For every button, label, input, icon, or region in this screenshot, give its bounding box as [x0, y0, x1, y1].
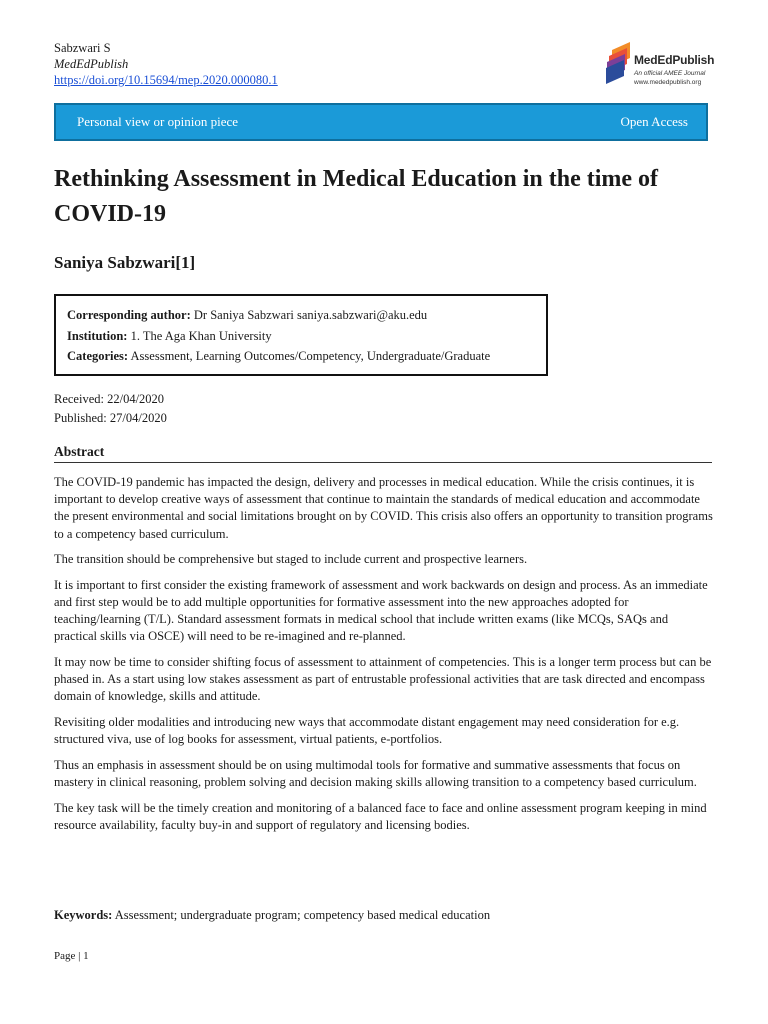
- abstract-paragraph: The key task will be the timely creation and monitoring of a balanced face to face and online assessment program keeping in mind resource availability, faculty buy-in and support of regulatory and licensing bodies.: [54, 800, 707, 832]
- abstract-body: [54, 474, 714, 842]
- header-author: Sabzwari S: [54, 41, 111, 55]
- abstract-paragraph: The transition should be comprehensive but staged to include current and prospective learners.: [54, 552, 528, 567]
- abstract-paragraph: The COVID-19 pandemic has impacted the design, delivery and processes in medical education. While the crisis continues, it is important to develop creative ways of assessment that continue to maintain the standards of medical education and accommodate the present environmental and social limitations brought on by COVID. This crisis also offers an opportunity to transition programs to a competency based curriculum.: [54, 475, 713, 541]
- mededpublish-logo[interactable]: [606, 38, 724, 98]
- article-info-box: [54, 294, 548, 376]
- published-date: Published: 27/04/2020: [54, 411, 167, 425]
- abstract-paragraph: Thus an emphasis in assessment should be on using multimodal tools for formative and summative assessments that focus on mastery in clinical reasoning, problem solving and decision making skills allowing transition to a competency based curriculum.: [54, 757, 697, 789]
- institution-value: 1. The Aga Khan University: [130, 328, 272, 343]
- corresponding-author-value: Dr Saniya Sabzwari saniya.sabzwari@aku.edu: [193, 308, 428, 322]
- running-header: [54, 40, 278, 88]
- header-journal: MedEdPublish: [54, 57, 129, 71]
- corresponding-author-label: Corresponding author:: [67, 308, 191, 322]
- article-title: Rethinking Assessment in Medical Education in the time of COVID-19: [54, 166, 659, 227]
- page-number: Page | 1: [54, 950, 89, 962]
- corresponding-author-row: [67, 305, 546, 326]
- article-author: Saniya Sabzwari[1]: [54, 253, 196, 272]
- logo-mark-icon: [606, 38, 636, 98]
- open-access-label: Open Access: [620, 114, 688, 129]
- categories-value: Assessment, Learning Outcomes/Competency, Undergraduate/Graduate: [130, 349, 491, 363]
- logo-name: MedEdPublish: [634, 53, 715, 67]
- abstract-paragraph: Revisiting older modalities and introducing new ways that accommodate distant engagement may need consideration for e.g. structured viva, use of log books for assessment, virtual patients, e-portfolios.: [54, 715, 680, 747]
- abstract-heading: Abstract: [54, 444, 712, 463]
- received-date: Received: 22/04/2020: [54, 392, 165, 406]
- logo-site: www.mededpublish.org: [634, 79, 702, 86]
- logo-tagline: An official AMEE Journal: [634, 70, 706, 77]
- keywords-value: Assessment; undergraduate program; competency based medical education: [114, 908, 491, 922]
- categories-row: [67, 346, 546, 367]
- keywords-label: Keywords:: [54, 908, 113, 922]
- article-dates: [54, 390, 167, 428]
- keywords: [54, 908, 490, 923]
- categories-label: Categories:: [67, 349, 129, 363]
- abstract-paragraph: It is important to first consider the existing framework of assessment and work backwards on design and process. As an immediate and first step would be to add multiple opportunities for formative assessment into the new approaches adopted for teaching/learning (T/L). Standard assessment formats in medical school that include written exams (like MCQs, SAQs and practical skills via OSCE) will need to be re-imagined and re-planned.: [54, 577, 708, 644]
- institution-label: Institution:: [67, 328, 128, 343]
- article-type-banner: [54, 103, 708, 141]
- institution-row: [67, 326, 546, 347]
- abstract-paragraph: It may now be time to consider shifting focus of assessment to attainment of competencies. This is a longer term process but can be phased in. As a start using low stakes assessment as part of entrustable professional activities that are task directed and encompass domain of knowledge, skills and attitude.: [54, 655, 712, 704]
- article-type: Personal view or opinion piece: [77, 114, 239, 129]
- doi-link[interactable]: https://doi.org/10.15694/mep.2020.000080.1: [54, 73, 278, 87]
